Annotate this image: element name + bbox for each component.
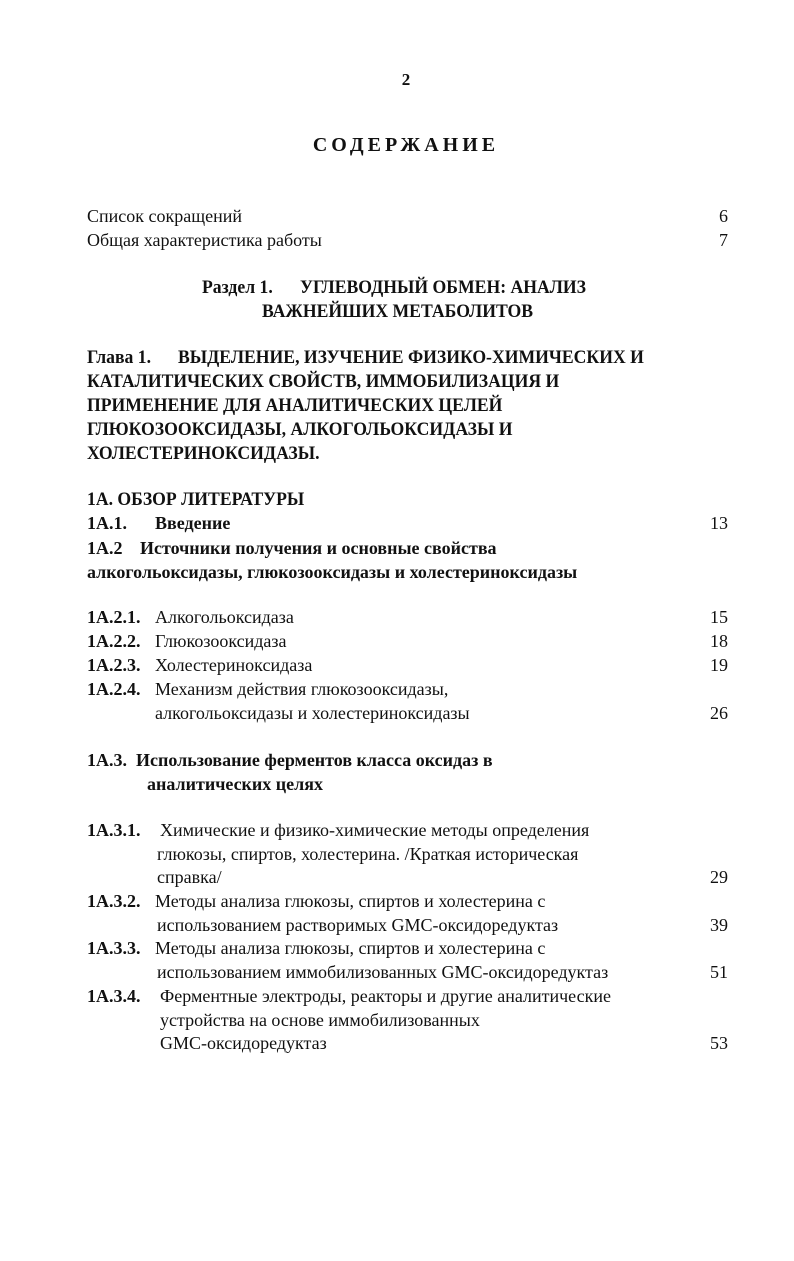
toc-entry-text: Методы анализа глюкозы, спиртов и холестерина с	[155, 891, 546, 911]
toc-entry-number: 1А.3.	[87, 750, 127, 770]
toc-entry-text: аналитических целях	[147, 774, 324, 794]
toc-entry-number: 1А.3.2.	[87, 891, 141, 911]
toc-entry-page: 15	[710, 607, 728, 627]
toc-entry-page: 6	[719, 206, 728, 226]
toc-entry-text: алкогольоксидазы, глюкозооксидазы и холестериноксидазы	[87, 562, 578, 582]
toc-entry-text: Общая характеристика работы	[87, 230, 322, 250]
toc-entry-page: 26	[710, 703, 728, 723]
toc-entry-number: 1А.3.3.	[87, 938, 141, 958]
toc-entry-page: 18	[710, 631, 728, 651]
toc-entry-text: GMC-оксидоредуктаз	[160, 1033, 327, 1053]
toc-entry-text: Введение	[155, 513, 231, 533]
lit-review-heading: 1А. ОБЗОР ЛИТЕРАТУРЫ	[87, 489, 305, 510]
toc-entry-text: Список сокращений	[87, 206, 242, 226]
page-title: СОДЕРЖАНИЕ	[312, 134, 500, 156]
toc-entry-page: 53	[710, 1033, 728, 1053]
toc-entry-text: устройства на основе иммобилизованных	[160, 1010, 480, 1030]
section-title-line: ВАЖНЕЙШИХ МЕТАБОЛИТОВ	[262, 301, 534, 322]
chapter-title-line: КАТАЛИТИЧЕСКИХ СВОЙСТВ, ИММОБИЛИЗАЦИЯ И	[87, 371, 560, 392]
toc-entry-text: Ферментные электроды, реакторы и другие аналитические	[160, 986, 611, 1006]
toc-entry-text: глюкозы, спиртов, холестерина. /Краткая историческая	[157, 844, 579, 864]
toc-entry-page: 39	[710, 915, 728, 935]
toc-entry-page: 7	[719, 230, 728, 250]
toc-entry-text: использованием иммобилизованных GMC-оксидоредуктаз	[157, 962, 609, 982]
toc-entry-page: 13	[710, 513, 728, 533]
chapter-title-line: ГЛЮКОЗООКСИДАЗЫ, АЛКОГОЛЬОКСИДАЗЫ И	[87, 419, 513, 440]
page-number: 2	[401, 70, 411, 89]
toc-entry-text: Использование ферментов класса оксидаз в	[136, 750, 493, 770]
chapter-title-line: ВЫДЕЛЕНИЕ, ИЗУЧЕНИЕ ФИЗИКО-ХИМИЧЕСКИХ И	[178, 347, 644, 368]
toc-entry-text: Химические и физико-химические методы определения	[160, 820, 590, 840]
toc-entry-text: справка/	[157, 867, 222, 887]
section-label: Раздел 1.	[202, 277, 273, 298]
chapter-label: Глава 1.	[87, 347, 152, 368]
section-title-line: УГЛЕВОДНЫЙ ОБМЕН: АНАЛИЗ	[300, 277, 587, 298]
toc-entry-text: Механизм действия глюкозооксидазы,	[155, 679, 449, 699]
toc-entry-page: 51	[710, 962, 728, 982]
toc-entry-text: Холестериноксидаза	[155, 655, 313, 675]
toc-entry-page: 29	[710, 867, 728, 887]
toc-entry-text: алкогольоксидазы и холестериноксидазы	[155, 703, 470, 723]
toc-entry-page: 19	[710, 655, 728, 675]
toc-entry-text: Глюкозооксидаза	[155, 631, 287, 651]
toc-entry-number: 1А.2	[87, 538, 123, 558]
chapter-title-line: ХОЛЕСТЕРИНОКСИДАЗЫ.	[87, 443, 320, 464]
toc-entry-number: 1А.3.1.	[87, 820, 141, 840]
toc-entry-number: 1А.1.	[87, 513, 127, 533]
toc-entry-number: 1А.2.4.	[87, 679, 141, 699]
toc-entry-text: использованием растворимых GMC-оксидоредуктаз	[157, 915, 559, 935]
chapter-title-line: ПРИМЕНЕНИЕ ДЛЯ АНАЛИТИЧЕСКИХ ЦЕЛЕЙ	[87, 395, 503, 416]
toc-entry-number: 1А.2.1.	[87, 607, 141, 627]
toc-entry-number: 1А.2.2.	[87, 631, 141, 651]
toc-entry-text: Методы анализа глюкозы, спиртов и холестерина с	[155, 938, 546, 958]
toc-entry-number: 1А.2.3.	[87, 655, 141, 675]
toc-entry-number: 1А.3.4.	[87, 986, 141, 1006]
toc-entry-text: Источники получения и основные свойства	[140, 538, 497, 558]
toc-entry-text: Алкогольоксидаза	[155, 607, 294, 627]
